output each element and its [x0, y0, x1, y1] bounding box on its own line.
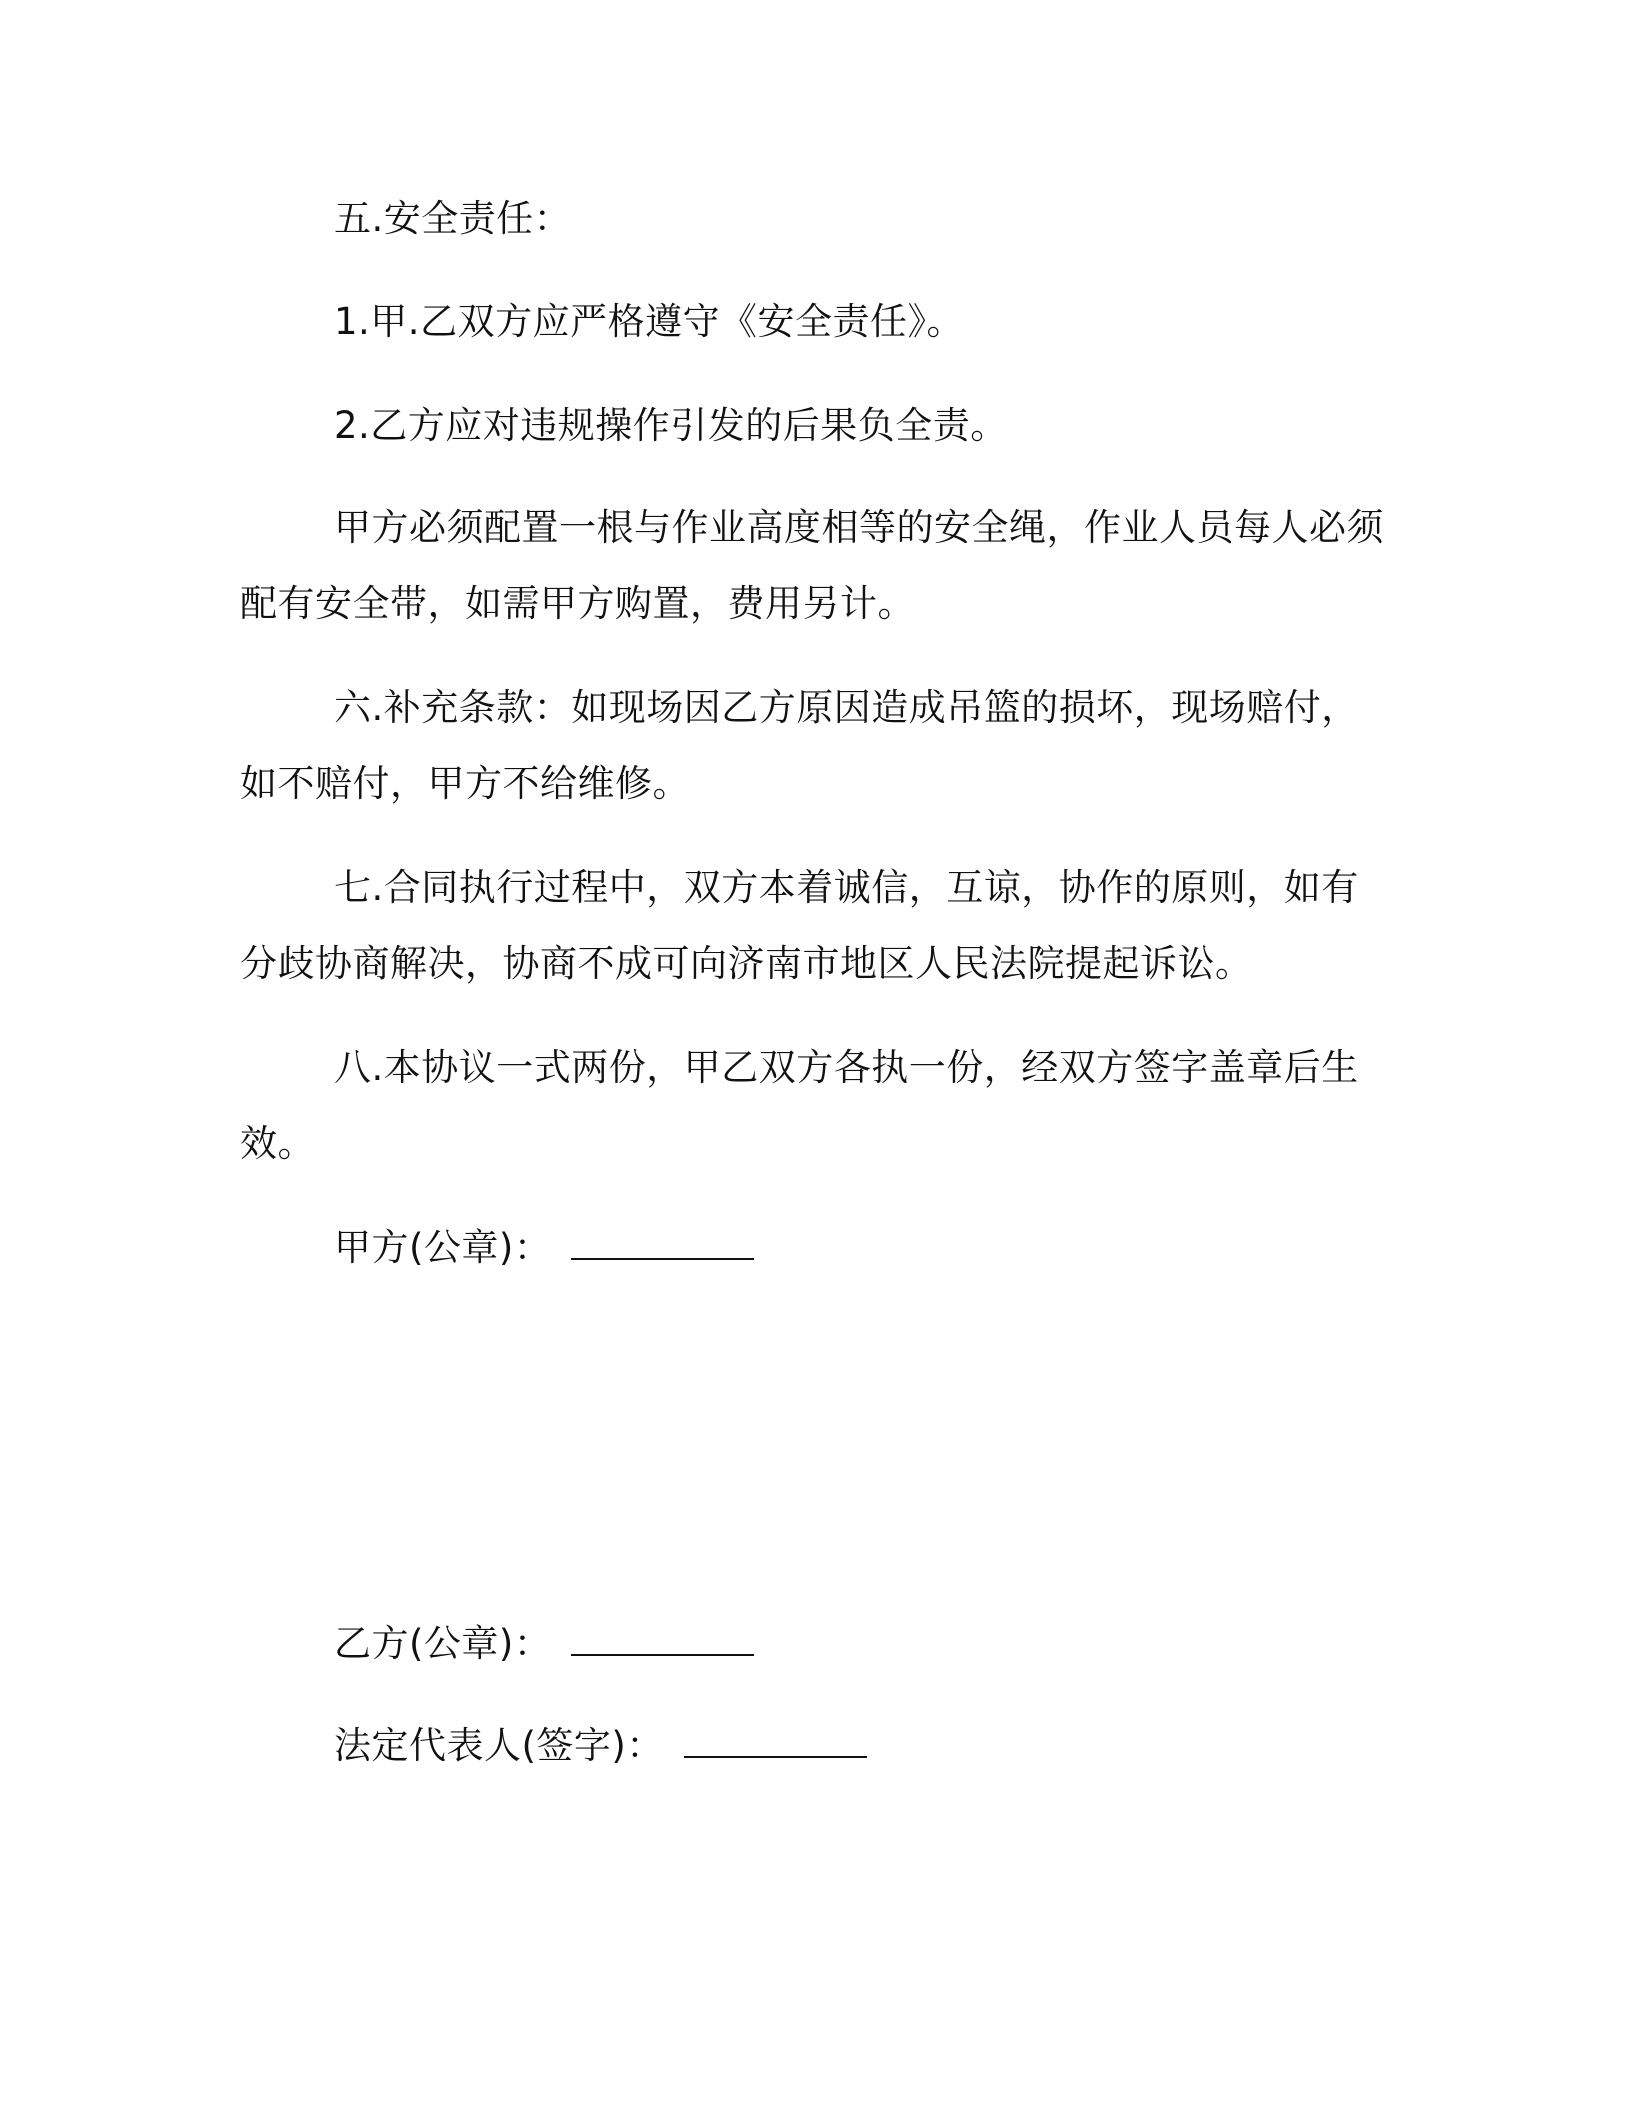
- section-5-heading: 五.安全责任：: [334, 197, 572, 240]
- party-a-blank: [571, 1228, 754, 1260]
- section-7-line-1: 七.合同执行过程中，双方本着诚信，互谅，协作的原则，如有: [334, 866, 1359, 909]
- party-a-signature: [334, 1226, 754, 1270]
- section-6-line-1: 六.补充条款：如现场因乙方原因造成吊篮的损坏，现场赔付，: [334, 686, 1359, 729]
- section-8-line-1: 八.本协议一式两份，甲乙双方各执一份，经双方签字盖章后生: [334, 1046, 1359, 1089]
- section-8-line-2: 效。: [240, 1122, 315, 1165]
- section-5-paragraph-line-2: 配有安全带，如需甲方购置，费用另计。: [240, 582, 915, 625]
- legal-rep-blank: [684, 1726, 867, 1758]
- legal-rep-signature: [334, 1724, 867, 1768]
- legal-rep-label: 法定代表人(签字)：: [334, 1724, 664, 1767]
- section-6-line-2: 如不赔付，甲方不给维修。: [240, 762, 690, 805]
- party-b-signature: [334, 1622, 754, 1666]
- section-5-item-1: 1.甲.乙双方应严格遵守《安全责任》。: [334, 300, 965, 343]
- party-a-label: 甲方(公章)：: [334, 1226, 552, 1269]
- section-5-item-2: 2.乙方应对违规操作引发的后果负全责。: [334, 404, 1008, 447]
- party-b-label: 乙方(公章)：: [334, 1622, 552, 1665]
- section-5-paragraph-line-1: 甲方必须配置一根与作业高度相等的安全绳，作业人员每人必须: [334, 506, 1384, 549]
- party-b-blank: [571, 1624, 754, 1656]
- section-7-line-2: 分歧协商解决，协商不成可向济南市地区人民法院提起诉讼。: [240, 942, 1253, 985]
